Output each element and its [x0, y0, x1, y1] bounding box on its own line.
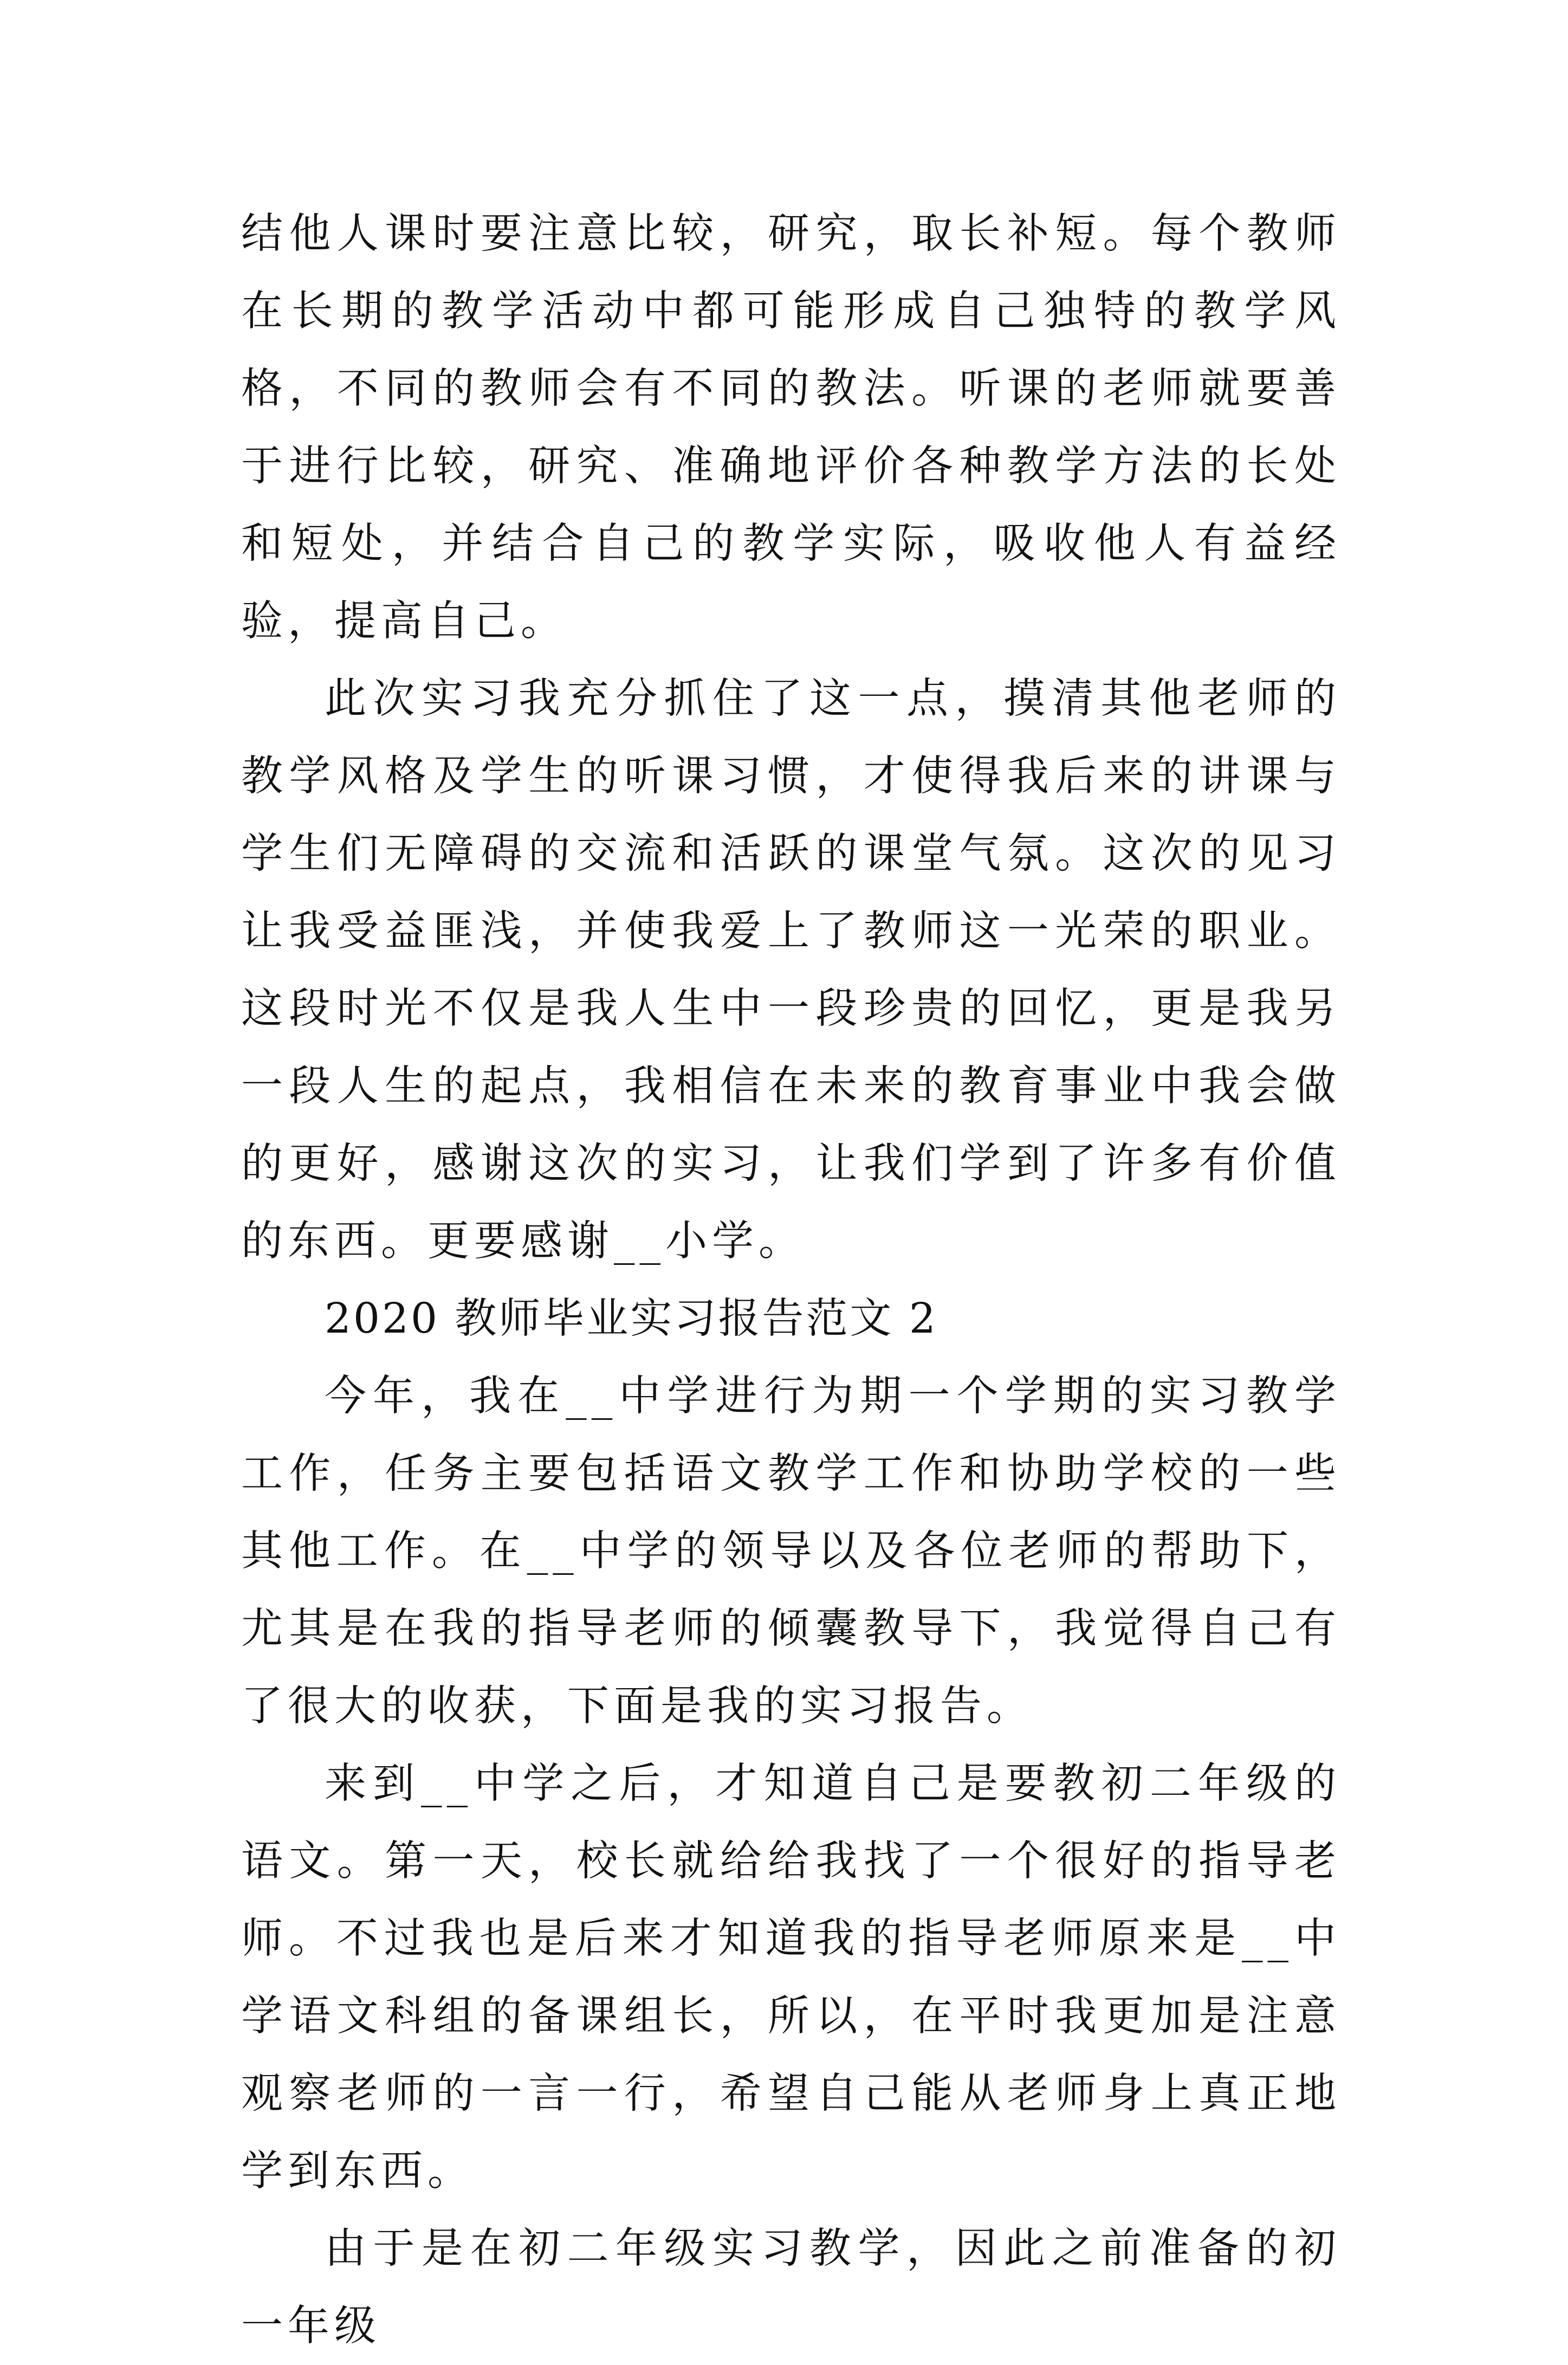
- document-body: [241, 195, 1341, 2365]
- paragraph-intro: 今年，我在__中学进行为期一个学期的实习教学工作，任务主要包括语文教学工作和协助学校的一些其他工作。在__中学的领导以及各位老师的帮助下，尤其是在我的指导老师的倾囊教导下，我觉得自己有了很大的收获，下面是我的实习报告。: [241, 1372, 1341, 1730]
- paragraph-internship-reflection: 此次实习我充分抓住了这一点，摸清其他老师的教学风格及学生的听课习惯，才使得我后来的讲课与学生们无障碍的交流和活跃的课堂气氛。这次的见习让我受益匪浅，并使我爱上了教师这一光荣的职业。这段时光不仅是我人生中一段珍贵的回忆，更是我另一段人生的起点，我相信在未来的教育事业中我会做的更好，感谢这次的实习，让我们学到了许多有价值的东西。更要感谢__小学。: [241, 675, 1341, 1265]
- paragraph-arrival: 来到__中学之后，才知道自己是要教初二年级的语文。第一天，校长就给给我找了一个很好的指导老师。不过我也是后来才知道我的指导老师原来是__中学语文科组的备课组长，所以，在平时我更加是注意观察老师的一言一行，希望自己能从老师身上真正地学到东西。: [241, 1760, 1341, 2195]
- paragraph-continuation: 结他人课时要注意比较，研究，取长补短。每个教师在长期的教学活动中都可能形成自己独特的教学风格，不同的教师会有不同的教法。听课的老师就要善于进行比较，研究、准确地评价各种教学方法的长处和短处，并结合自己的教学实际，吸收他人有益经验，提高自己。: [241, 210, 1341, 645]
- paragraph-teaching: 由于是在初二年级实习教学，因此之前准备的初一年级: [241, 2225, 1341, 2350]
- section-heading: 2020 教师毕业实习报告范文 2: [325, 1295, 938, 1343]
